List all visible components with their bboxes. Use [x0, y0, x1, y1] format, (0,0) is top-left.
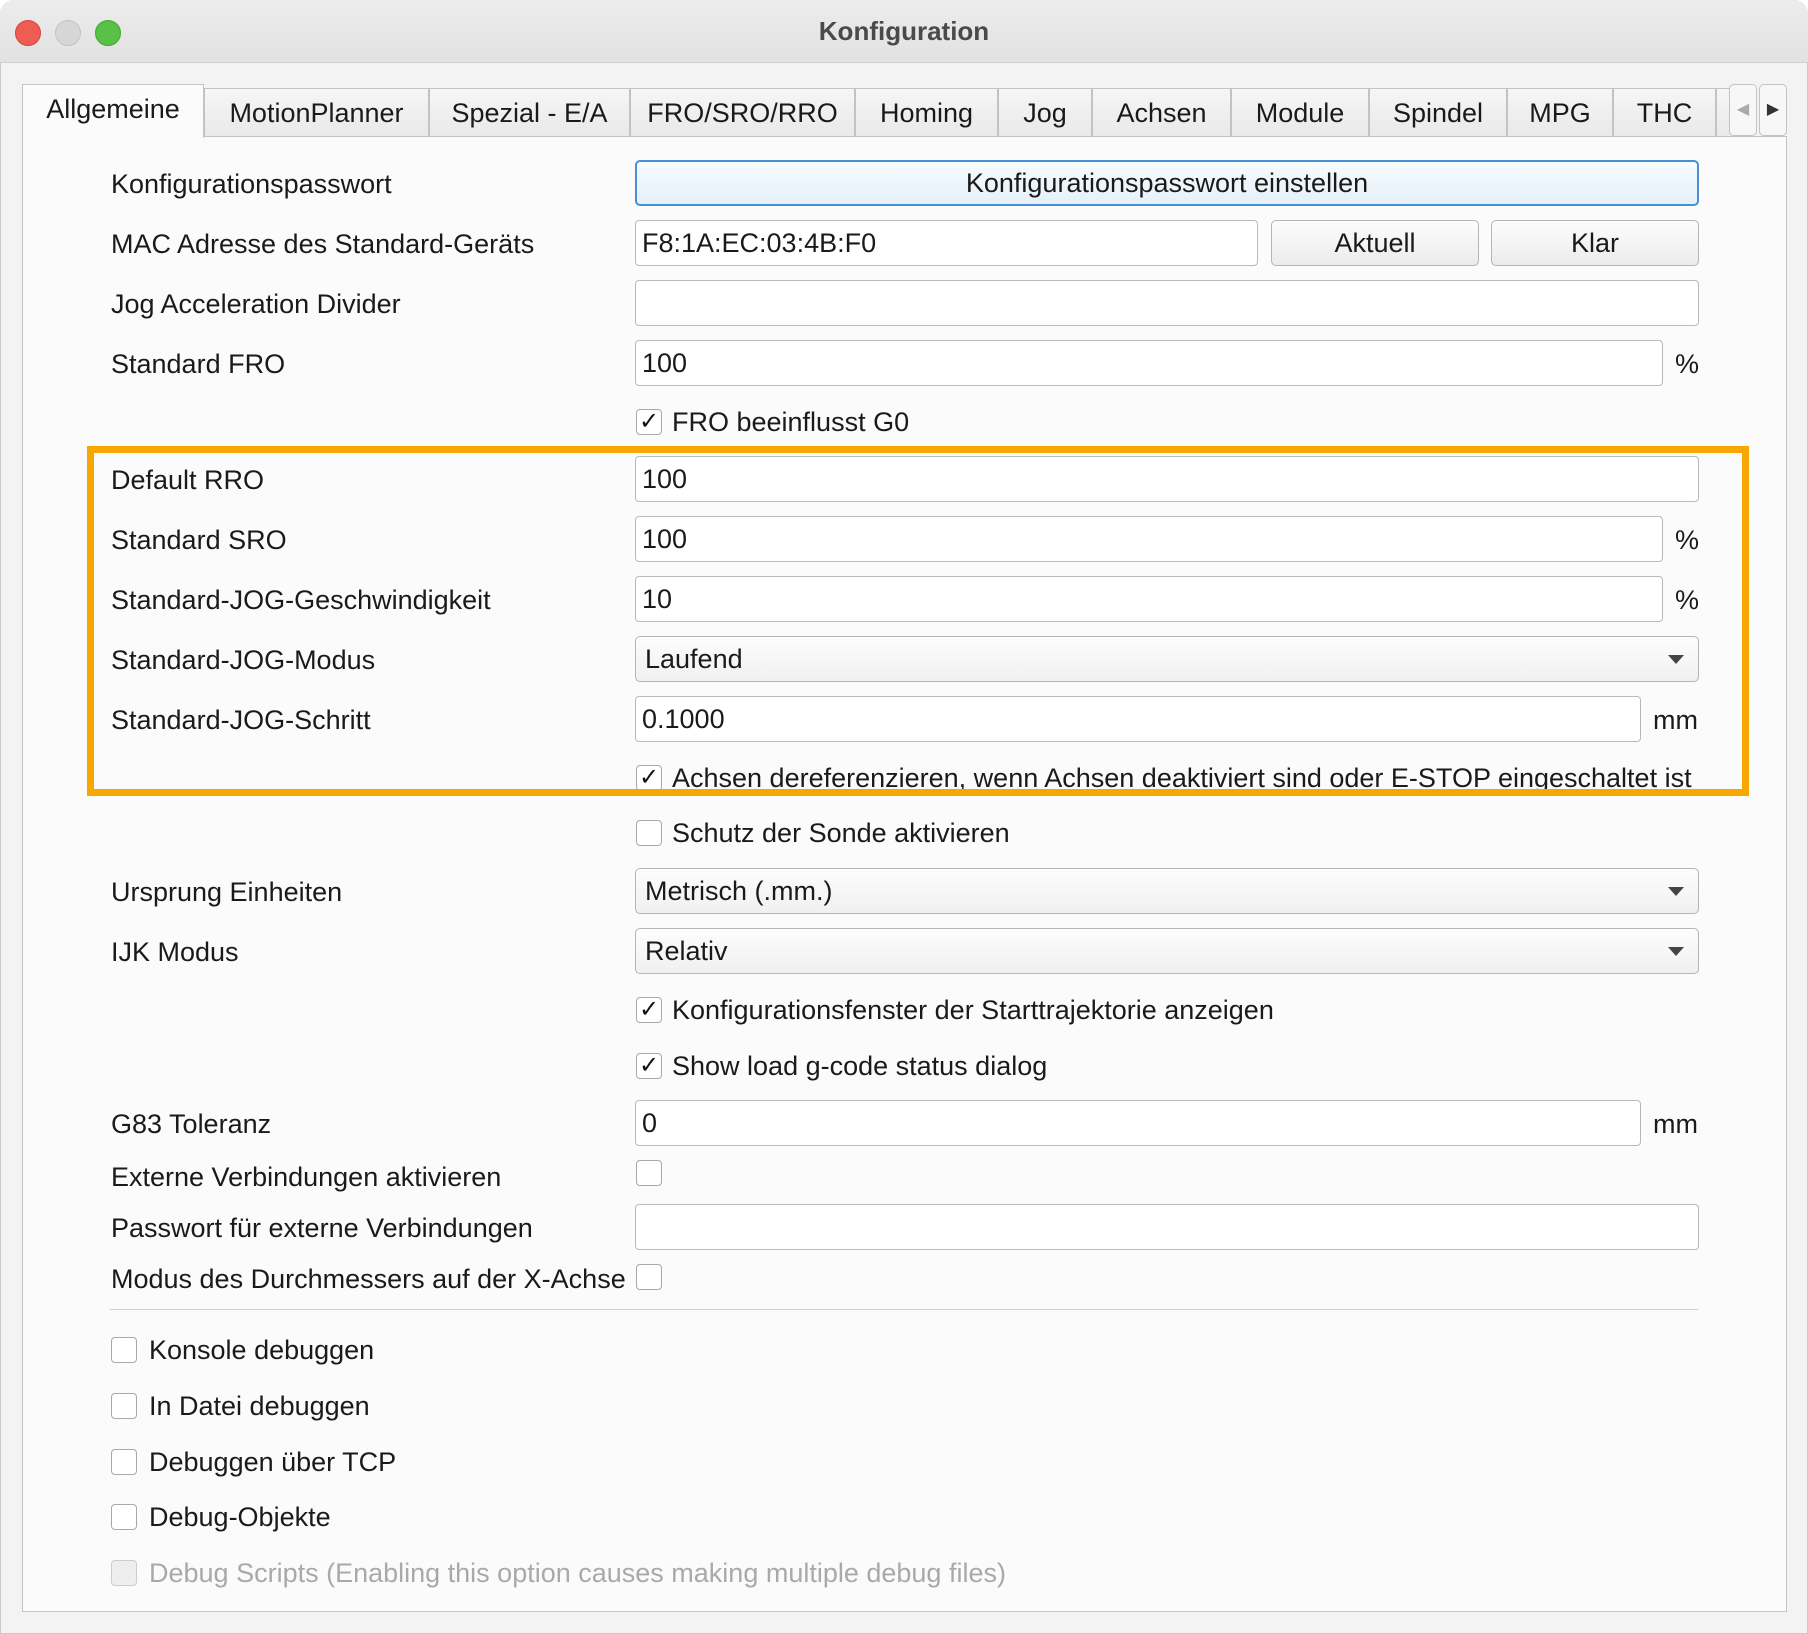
ijk-mode-value: Relativ [645, 936, 728, 966]
external-password-input[interactable] [635, 1204, 1699, 1250]
mac-address-input[interactable]: F8:1A:EC:03:4B:F0 [635, 220, 1258, 266]
unref-axes-checkbox[interactable]: ✓ [636, 765, 662, 791]
external-connections-checkbox[interactable] [636, 1160, 662, 1186]
external-password-label: Passwort für externe Verbindungen [111, 1213, 533, 1243]
jog-mode-value: Laufend [645, 644, 743, 674]
debug-scripts-checkbox [111, 1560, 137, 1586]
standard-sro-unit: % [1675, 525, 1700, 555]
default-rro-input[interactable]: 100 [635, 456, 1699, 502]
show-load-gcode-label: Show load g-code status dialog [672, 1051, 1048, 1081]
tab-spezial-ea[interactable]: Spezial - E/A [429, 88, 630, 136]
debug-file-checkbox[interactable] [111, 1393, 137, 1419]
tab-homing[interactable]: Homing [855, 88, 998, 136]
debug-console-label: Konsole debuggen [149, 1335, 375, 1365]
default-rro-label: Default RRO [111, 465, 265, 495]
tab-scroll-right-icon[interactable]: ▶ [1759, 84, 1787, 136]
jog-mode-select[interactable] [635, 636, 1699, 682]
clear-mac-button[interactable]: Klar [1491, 220, 1699, 266]
show-start-traj-checkbox[interactable]: ✓ [636, 997, 662, 1023]
debug-tcp-checkbox[interactable] [111, 1449, 137, 1475]
tab-jog[interactable]: Jog [998, 88, 1092, 136]
jog-step-input[interactable]: 0.1000 [635, 696, 1641, 742]
mac-address-label: MAC Adresse des Standard-Geräts [111, 229, 535, 259]
x-diameter-mode-checkbox[interactable] [636, 1264, 662, 1290]
jog-speed-unit: % [1675, 585, 1700, 615]
jog-step-label: Standard-JOG-Schritt [111, 705, 371, 735]
origin-units-value: Metrisch (.mm.) [645, 876, 833, 906]
debug-console-checkbox[interactable] [111, 1337, 137, 1363]
origin-units-select[interactable] [635, 868, 1699, 914]
chevron-down-icon [1668, 947, 1684, 956]
fro-affects-g0-checkbox[interactable]: ✓ [636, 409, 662, 435]
chevron-down-icon [1668, 655, 1684, 664]
standard-fro-label: Standard FRO [111, 349, 286, 379]
g83-tolerance-label: G83 Toleranz [111, 1109, 272, 1139]
unref-axes-label: Achsen dereferenzieren, wenn Achsen deaktiviert sind oder E-STOP eingeschaltet ist [672, 763, 1692, 793]
tab-spindel[interactable]: Spindel [1369, 88, 1507, 136]
probe-protection-checkbox[interactable] [636, 820, 662, 846]
section-divider [110, 1309, 1698, 1310]
tab-scroll-left-icon[interactable]: ◀ [1729, 84, 1757, 136]
tab-allgemeine[interactable]: Allgemeine [22, 84, 204, 138]
tab-module[interactable]: Module [1231, 88, 1369, 136]
standard-sro-label: Standard SRO [111, 525, 287, 555]
config-password-label: Konfigurationspasswort [111, 169, 392, 199]
debug-scripts-label: Debug Scripts (Enabling this option causes making multiple debug files) [149, 1558, 1006, 1588]
debug-objects-checkbox[interactable] [111, 1504, 137, 1530]
standard-fro-input[interactable]: 100 [635, 340, 1663, 386]
set-config-password-button[interactable]: Konfigurationspasswort einstellen [635, 160, 1699, 206]
jog-accel-divider-input[interactable] [635, 280, 1699, 326]
tab-achsen[interactable]: Achsen [1092, 88, 1231, 136]
tab-thc[interactable]: THC [1613, 88, 1716, 136]
jog-accel-divider-label: Jog Acceleration Divider [111, 289, 401, 319]
jog-mode-label: Standard-JOG-Modus [111, 645, 376, 675]
g83-tolerance-unit: mm [1653, 1109, 1698, 1139]
debug-file-label: In Datei debuggen [149, 1391, 370, 1421]
chevron-down-icon [1668, 887, 1684, 896]
ijk-mode-select[interactable] [635, 928, 1699, 974]
tab-fro-sro-rro[interactable]: FRO/SRO/RRO [630, 88, 855, 136]
tab-motionplanner[interactable]: MotionPlanner [204, 88, 429, 136]
debug-tcp-label: Debuggen über TCP [149, 1447, 397, 1477]
jog-speed-input[interactable]: 10 [635, 576, 1663, 622]
show-start-traj-label: Konfigurationsfenster der Starttrajektorie anzeigen [672, 995, 1274, 1025]
probe-protection-label: Schutz der Sonde aktivieren [672, 818, 1010, 848]
external-connections-label: Externe Verbindungen aktivieren [111, 1162, 502, 1192]
x-diameter-mode-label: Modus des Durchmessers auf der X-Achse [111, 1264, 626, 1294]
title-bar [0, 0, 1808, 63]
origin-units-label: Ursprung Einheiten [111, 877, 343, 907]
ijk-mode-label: IJK Modus [111, 937, 239, 967]
fro-affects-g0-label: FRO beeinflusst G0 [672, 407, 910, 437]
debug-objects-label: Debug-Objekte [149, 1502, 331, 1532]
tab-mpg[interactable]: MPG [1507, 88, 1613, 136]
current-mac-button[interactable]: Aktuell [1271, 220, 1479, 266]
g83-tolerance-input[interactable]: 0 [635, 1100, 1641, 1146]
standard-sro-input[interactable]: 100 [635, 516, 1663, 562]
jog-step-unit: mm [1653, 705, 1698, 735]
window-title: Konfiguration [818, 16, 990, 46]
show-load-gcode-checkbox[interactable]: ✓ [636, 1053, 662, 1079]
tab-bar [22, 84, 1787, 136]
standard-fro-unit: % [1675, 349, 1700, 379]
jog-speed-label: Standard-JOG-Geschwindigkeit [111, 585, 491, 615]
